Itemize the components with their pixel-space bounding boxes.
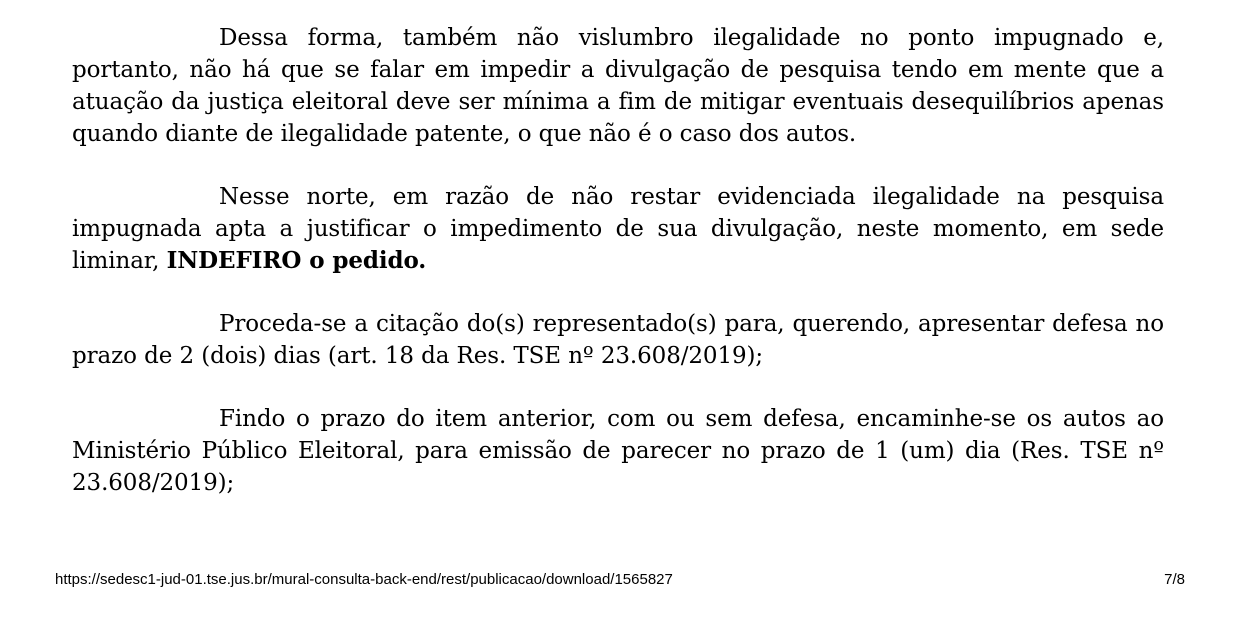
paragraph-1 [72,22,1164,150]
paragraph-3 [72,308,1164,372]
paragraph-2 [72,181,1164,277]
paragraph-4-text: Findo o prazo do item anterior, com ou sem defesa, encaminhe-se os autos ao Ministério Público Eleitoral, para emissão de parecer no prazo de 1 (um) dia (Res. TSE nº 23.608/2019); [72,406,1164,496]
paragraph-3-text: Proceda-se a citação do(s) representado(s) para, querendo, apresentar defesa no prazo de 2 (dois) dias (art. 18 da Res. TSE nº 23.608/2019); [72,311,1164,369]
footer-url: https://sedesc1-jud-01.tse.jus.br/mural-consulta-back-end/rest/publicacao/download/1565827 [55,571,673,588]
page-number: 7/8 [1164,571,1185,588]
paragraph-4 [72,403,1164,499]
decision-bold-text: INDEFIRO o pedido. [166,247,427,274]
paragraph-1-text: Dessa forma, também não vislumbro ilegalidade no ponto impugnado e, portanto, não há que se falar em impedir a divulgação de pesquisa tendo em mente que a atuação da justiça eleitoral deve ser mínima a fim de mitigar eventuais desequilíbrios apenas quando diante de ilegalidade patente, o que não é o caso dos autos. [72,25,1164,147]
paragraph-2-text: Nesse norte, em razão de não restar evidenciada ilegalidade na pesquisa impugnada apta a justificar o impedimento de sua divulgação, neste momento, em sede liminar, [72,184,1164,274]
document-body [72,22,1164,530]
